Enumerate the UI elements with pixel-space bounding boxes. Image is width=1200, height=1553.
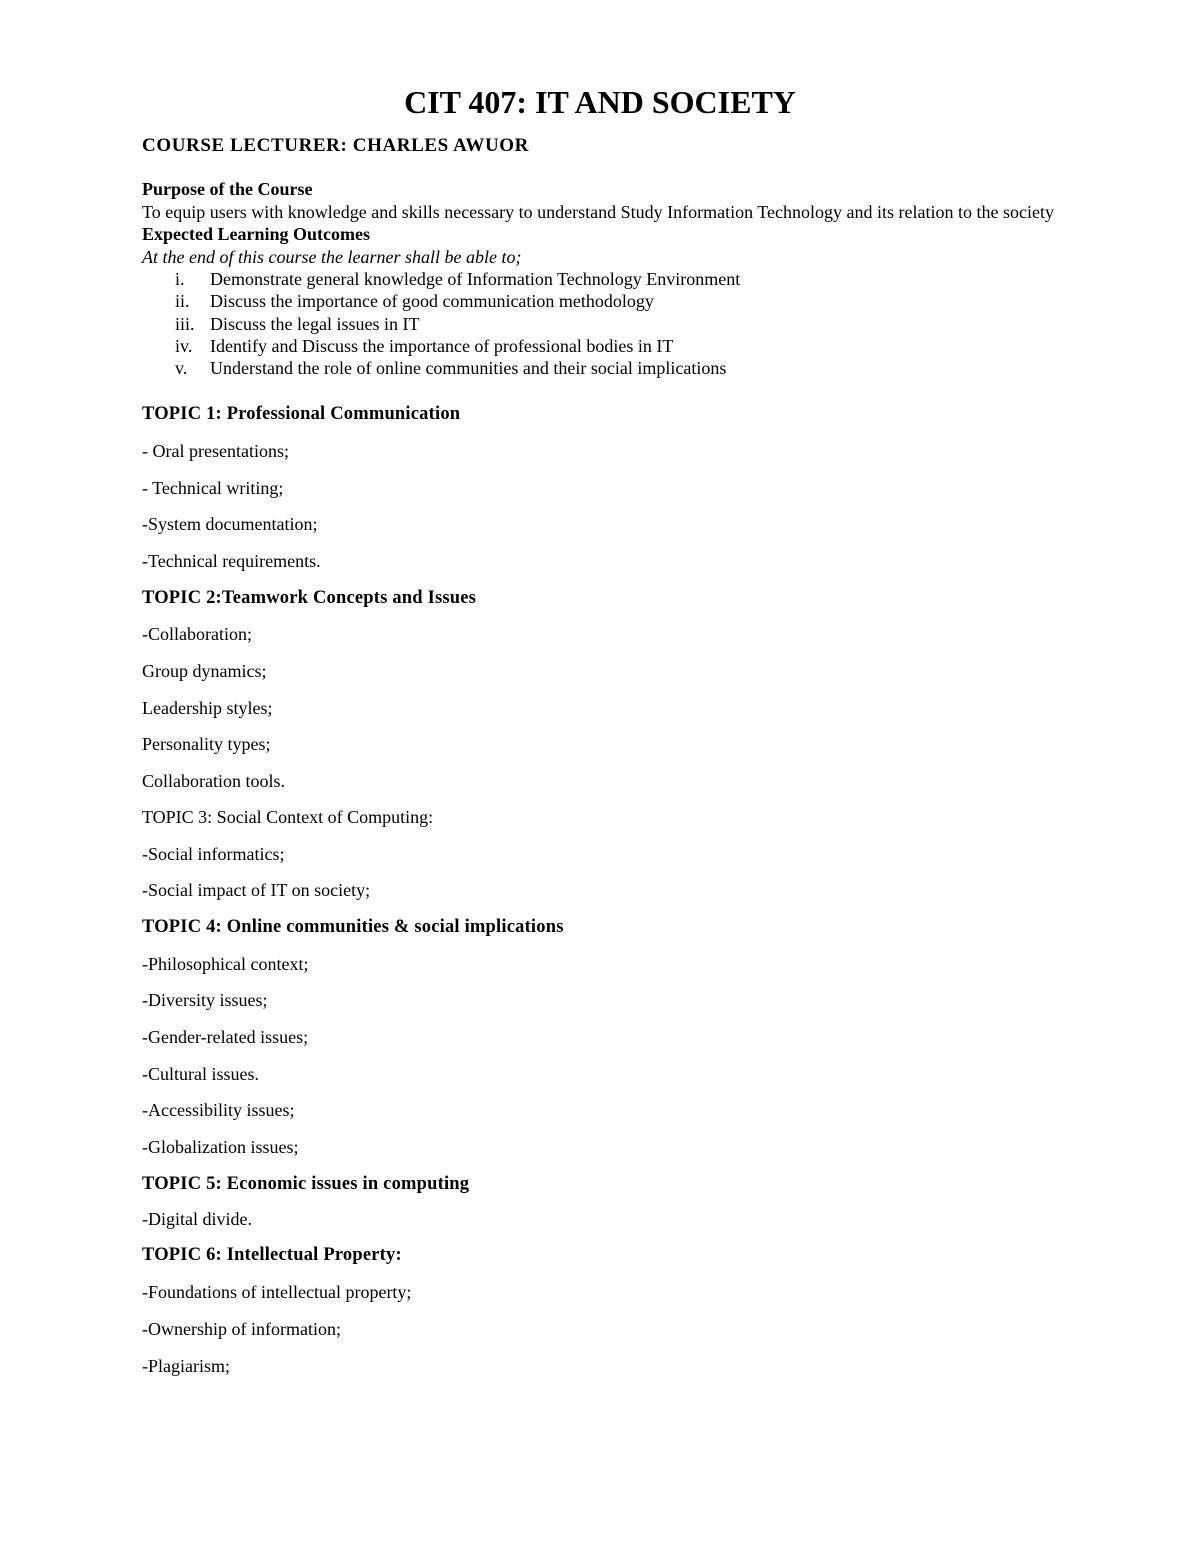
purpose-text: To equip users with knowledge and skills necessary to understand Study Information Technology and its relation to the society xyxy=(142,201,1054,222)
topic-5-item: -Digital divide. xyxy=(142,1209,252,1229)
topic-2-item: Personality types; xyxy=(142,734,271,754)
outcome-item xyxy=(142,290,1082,312)
topic-1-item: - Oral presentations; xyxy=(142,441,289,461)
topic-3-item: -Social impact of IT on society; xyxy=(142,880,371,900)
outcome-item xyxy=(142,357,1082,379)
topic-4-item: -Globalization issues; xyxy=(142,1137,299,1157)
course-lecturer: COURSE LECTURER: CHARLES AWUOR xyxy=(142,135,529,156)
topic-4-item: -Philosophical context; xyxy=(142,954,309,974)
outcomes-intro: At the end of this course the learner shall be able to; xyxy=(142,246,522,267)
topic-4-heading: TOPIC 4: Online communities & social implications xyxy=(142,917,564,937)
topic-1-item: - Technical writing; xyxy=(142,478,284,498)
outcome-number: iv. xyxy=(175,335,193,356)
outcome-text: Discuss the legal issues in IT xyxy=(210,313,420,334)
topic-6-item: -Foundations of intellectual property; xyxy=(142,1282,412,1302)
topic-4-item: -Gender-related issues; xyxy=(142,1027,309,1047)
topic-2-item: Collaboration tools. xyxy=(142,771,285,791)
outcome-text: Discuss the importance of good communication methodology xyxy=(210,291,654,312)
purpose-heading: Purpose of the Course xyxy=(142,179,313,199)
outcome-text: Identify and Discuss the importance of professional bodies in IT xyxy=(210,335,674,356)
topic-6-item: -Ownership of information; xyxy=(142,1319,341,1339)
outcome-number: v. xyxy=(175,358,188,379)
topic-1-heading: TOPIC 1: Professional Communication xyxy=(142,404,461,424)
outcome-text: Demonstrate general knowledge of Information Technology Environment xyxy=(210,269,741,289)
topic-2-item: Group dynamics; xyxy=(142,661,267,681)
topic-4-item: -Diversity issues; xyxy=(142,990,268,1010)
topic-6-item: -Plagiarism; xyxy=(142,1356,230,1376)
outcome-item xyxy=(142,335,1082,357)
topic-3-heading: TOPIC 3: Social Context of Computing: xyxy=(142,807,434,827)
topic-6-heading: TOPIC 6: Intellectual Property: xyxy=(142,1245,402,1265)
outcome-item xyxy=(142,313,1082,335)
outcome-number: ii. xyxy=(175,291,190,312)
topic-2-item: Leadership styles; xyxy=(142,698,273,718)
outcome-number: i. xyxy=(175,269,185,289)
topic-1-item: -Technical requirements. xyxy=(142,551,321,571)
outcome-number: iii. xyxy=(175,313,195,334)
outcome-item xyxy=(142,268,1082,290)
topic-3-item: -Social informatics; xyxy=(142,844,285,864)
topic-4-item: -Accessibility issues; xyxy=(142,1100,295,1120)
outcomes-list xyxy=(142,268,1082,379)
outcome-text: Understand the role of online communities and their social implications xyxy=(210,358,727,379)
outcomes-heading: Expected Learning Outcomes xyxy=(142,224,370,244)
topic-5-heading: TOPIC 5: Economic issues in computing xyxy=(142,1174,470,1194)
topic-2-heading: TOPIC 2:Teamwork Concepts and Issues xyxy=(142,588,477,608)
topic-1-item: -System documentation; xyxy=(142,514,318,534)
purpose-section xyxy=(142,178,1082,379)
course-title: CIT 407: IT AND SOCIETY xyxy=(404,84,796,120)
topic-2-item: -Collaboration; xyxy=(142,624,252,644)
topic-4-item: -Cultural issues. xyxy=(142,1064,259,1084)
